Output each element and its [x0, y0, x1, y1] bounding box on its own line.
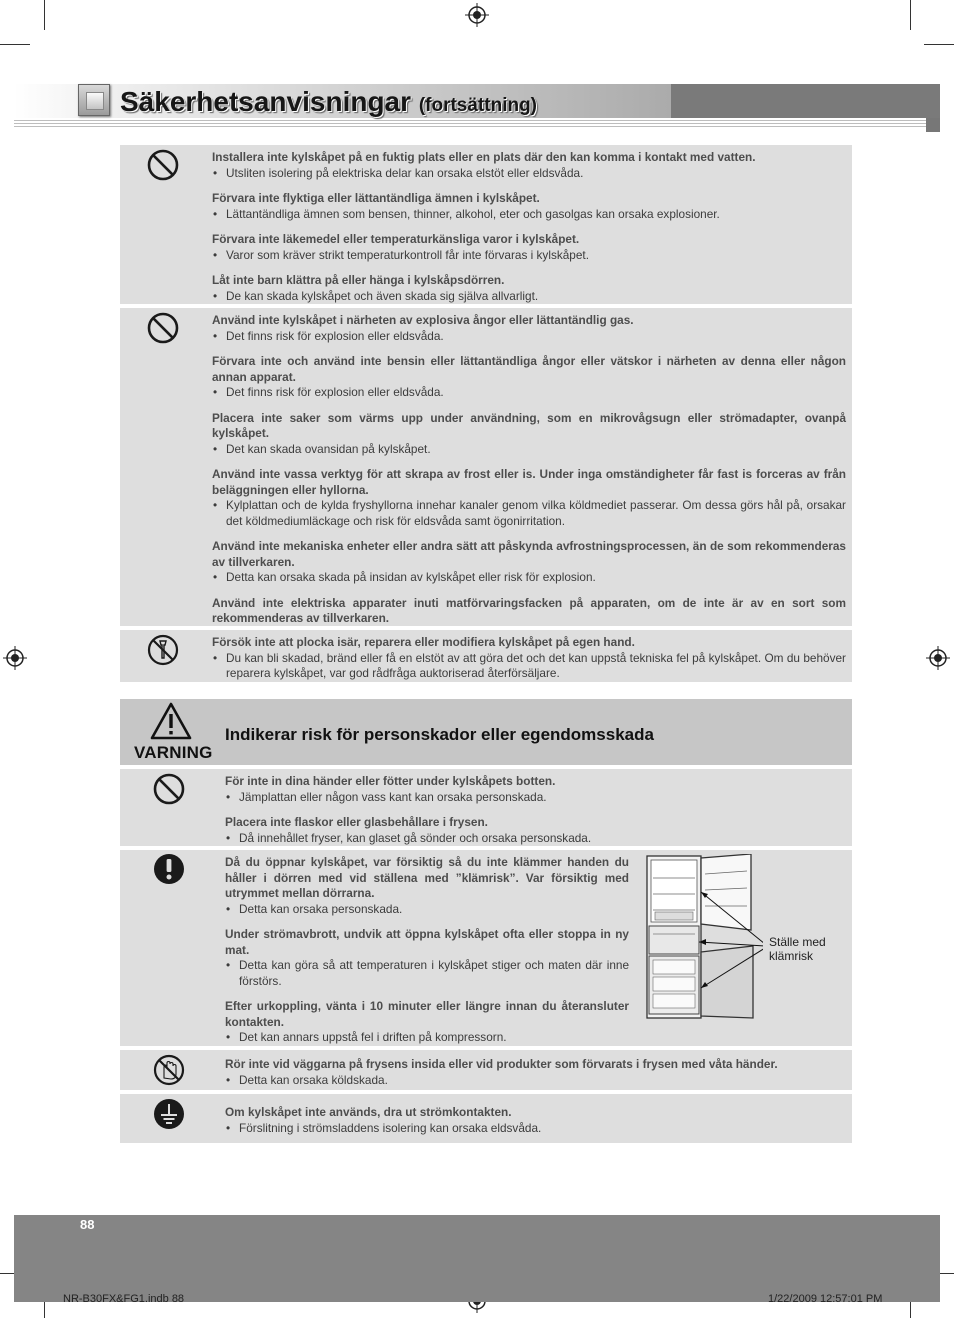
title-rules: [14, 118, 940, 132]
crop-mark: [924, 44, 954, 45]
section-content: [212, 635, 846, 682]
instruction-heading: Använd inte kylskåpet i närheten av explosiva ångor eller lättantändlig gas.: [212, 313, 634, 327]
instruction-heading: Under strömavbrott, undvik att öppna kylskåpet ofta eller stoppa in ny mat.: [225, 927, 629, 957]
safety-box-2: [120, 308, 852, 626]
instruction-heading: Använd inte elektriska apparater inuti matförvaringsfacken på apparaten, om de inte är av en sort som rekommenderas av tillverkaren.: [212, 595, 846, 625]
warning-label: VARNING: [134, 743, 213, 762]
instruction-heading: För inte in dina händer eller fötter under kylskåpets botten.: [225, 774, 556, 788]
instruction-block: [212, 467, 846, 529]
title-band-right: [671, 84, 940, 118]
instruction-bullet: • De kan skada kylskåpet och även skada sig själva allvarligt.: [212, 289, 846, 305]
instruction-heading: Använd inte mekaniska enheter eller andra sätt att påskynda avfrostningsprocessen, än de som rekommenderas av tillverkaren.: [212, 539, 846, 569]
instruction-heading: Då du öppnar kylskåpet, var försiktig så du inte klämmer handen du håller i dörren med vid ställena med ”klämrisk”. Var försiktig med utrymmet mellan dörrarna.: [225, 855, 629, 900]
instruction-heading: Placera inte saker som värms upp under användning, som en mikrovågsugn eller strömadapter, ovanpå kylskåpet.: [212, 410, 846, 440]
section-content: [225, 774, 845, 846]
instruction-bullet: • Det kan skada ovansidan på kylskåpet.: [212, 442, 846, 458]
instruction-block: [212, 354, 846, 401]
section-content: [225, 1105, 845, 1136]
instruction-heading: Använd inte vassa verktyg för att skrapa av frost eller is. Under inga omständigheter får fast is forceras av från beläggningen eller hyllorna.: [212, 467, 846, 497]
instruction-bullet: • Utsliten isolering på elektriska delar kan orsaka elstöt eller eldsvåda.: [212, 166, 846, 182]
instruction-bullet: • Detta kan orsaka köldskada.: [225, 1073, 845, 1089]
instruction-bullet: • Varor som kräver strikt temperaturkontroll får inte förvaras i kylskåpet.: [212, 248, 846, 264]
instruction-block: [212, 150, 846, 181]
print-timestamp: 1/22/2009 12:57:01 PM: [768, 1293, 883, 1305]
crop-mark: [0, 44, 30, 45]
page-number: 88: [80, 1217, 95, 1232]
registration-mark-icon: [465, 3, 489, 27]
instruction-block: [212, 191, 846, 222]
instruction-heading: Låt inte barn klättra på eller hänga i kylskåpsdörren.: [212, 273, 505, 287]
crop-mark: [910, 0, 911, 30]
instruction-block: [212, 539, 846, 586]
warning-box-3: [120, 1050, 852, 1090]
pinch-point-label-text: Ställe med klämrisk: [769, 935, 826, 963]
instruction-block: [212, 313, 846, 344]
warning-box-4: [120, 1094, 852, 1143]
section-content: [225, 855, 629, 1046]
instruction-heading: Installera inte kylskåpet på en fuktig plats eller en plats där den kan komma i kontakt med vatten.: [212, 150, 756, 164]
title-band: [14, 84, 940, 118]
section-content: [212, 313, 846, 627]
prohibition-icon: [153, 773, 185, 805]
ground-plug-icon: [153, 1098, 185, 1130]
instruction-bullet: • Detta kan orsaka personskada.: [225, 902, 629, 918]
instruction-bullet: • Förslitning i strömsladdens isolering kan orsaka eldsvåda.: [225, 1121, 845, 1137]
fridge-pinch-point-illustration: [645, 854, 763, 1020]
instruction-block: [212, 273, 846, 304]
safety-box-1: [120, 145, 852, 304]
registration-mark-icon: [3, 646, 27, 670]
instruction-heading: Efter urkoppling, vänta i 10 minuter eller längre innan du återansluter kontakten.: [225, 999, 629, 1029]
pinch-point-label: [769, 935, 833, 963]
instruction-bullet: • Då innehållet fryser, kan glaset gå sönder och orsaka personskada.: [225, 831, 845, 847]
instruction-bullet: • Kylplattan och de kylda fryshyllorna innehar kanaler genom vilka köldmediet passerar. Om dessa görs hål på, orsakar det köldmediumläckage och risk för eldsvåda samt ögonirritation.: [212, 498, 846, 529]
warning-box-1: [120, 769, 852, 846]
instruction-block: [225, 855, 629, 917]
page-title: [120, 86, 537, 118]
instruction-heading: Placera inte flaskor eller glasbehållare i frysen.: [225, 815, 488, 829]
footer-band: [14, 1215, 940, 1302]
title-square-icon: [78, 84, 110, 116]
prohibition-icon: [147, 312, 179, 344]
warning-description: Indikerar risk för personskador eller egendomsskada: [225, 725, 654, 744]
crop-mark: [44, 0, 45, 30]
instruction-block: [225, 1057, 845, 1088]
instruction-block: [212, 232, 846, 263]
instruction-block: [212, 635, 846, 682]
instruction-block: [212, 411, 846, 458]
warning-triangle-icon: [150, 702, 192, 740]
instruction-block: [212, 596, 846, 627]
no-disassembly-icon: [147, 634, 179, 666]
exclamation-icon: [153, 853, 185, 885]
section-content: [212, 150, 846, 304]
instruction-heading: Om kylskåpet inte används, dra ut strömkontakten.: [225, 1105, 512, 1119]
prohibition-icon: [147, 149, 179, 181]
instruction-block: [225, 927, 629, 989]
instruction-block: [225, 774, 845, 805]
instruction-heading: Rör inte vid väggarna på frysens insida eller vid produkter som förvarats i frysen med våta händer.: [225, 1057, 778, 1071]
instruction-heading: Förvara inte och använd inte bensin eller lättantändliga ångor eller vätskor i närheten av denna eller någon annan apparat.: [212, 354, 846, 384]
instruction-heading: Förvara inte flyktiga eller lättantändliga ämnen i kylskåpet.: [212, 191, 540, 205]
instruction-block: [225, 1105, 845, 1136]
no-wet-hands-icon: [153, 1054, 185, 1086]
instruction-block: [225, 815, 845, 846]
instruction-heading: Förvara inte läkemedel eller temperaturkänsliga varor i kylskåpet.: [212, 232, 580, 246]
safety-box-3: [120, 630, 852, 682]
instruction-bullet: • Du kan bli skadad, bränd eller få en elstöt av att göra det och det kan uppstå tekniska fel på kylskåpet. Om du behöver reparera kylskåpet, var god rådfråga auktoriserad återförsäljare.: [212, 651, 846, 682]
instruction-block: [225, 999, 629, 1046]
instruction-bullet: • Det finns risk för explosion eller eldsvåda.: [212, 329, 846, 345]
file-info: NR-B30FX&FG1.indb 88: [63, 1293, 185, 1305]
instruction-bullet: • Detta kan göra så att temperaturen i kylskåpet stiger och maten där inne förstörs.: [225, 958, 629, 989]
section-content: [225, 1057, 845, 1088]
instruction-bullet: • Det finns risk för explosion eller eldsvåda.: [212, 385, 846, 401]
instruction-bullet: • Lättantändliga ämnen som bensen, thinner, alkohol, eter och gasolgas kan orsaka explosioner.: [212, 207, 846, 223]
warning-header: [120, 699, 852, 765]
instruction-bullet: • Det kan annars uppstå fel i driften på kompressorn.: [225, 1030, 629, 1046]
page-title-subtitle: (fortsättning): [418, 95, 538, 116]
instruction-heading: Försök inte att plocka isär, reparera eller modifiera kylskåpet på egen hand.: [212, 635, 635, 649]
page-title-main: Säkerhetsanvisningar: [120, 86, 412, 117]
instruction-bullet: • Detta kan orsaka skada på insidan av kylskåpet eller risk för explosion.: [212, 570, 846, 586]
registration-mark-icon: [926, 646, 950, 670]
instruction-bullet: • Jämplattan eller någon vass kant kan orsaka personskada.: [225, 790, 845, 806]
